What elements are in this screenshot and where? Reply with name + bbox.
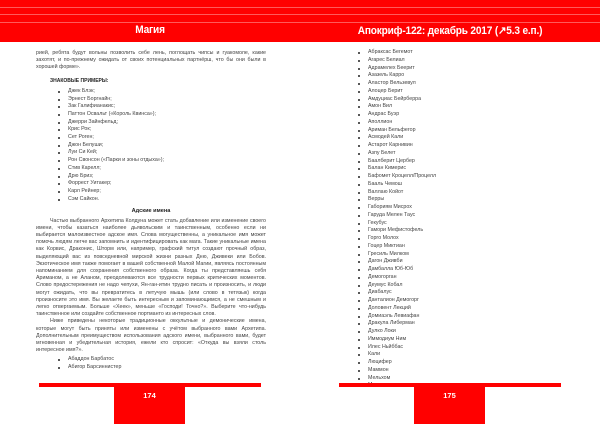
names-list [58, 356, 266, 371]
list-item: Люцифер [358, 359, 538, 367]
list-item: Гамори Мефистофель [358, 227, 538, 235]
body-paragraph: Ниже приведены некоторые традиционные оккультные и демонические имена, которые могут быть приняты или изменены с учётом выбранного вами Архетипа. Дополнительным преимуществом использования адского имени, выбранного вами, будет мгновенная и убедительная история, ежели кто спросит: «Откуда вы взяли столь интересное имя?». [36, 318, 266, 354]
list-item: Кали [358, 351, 538, 359]
list-item: Валлаю Койот [358, 189, 538, 197]
left-header-band [0, 0, 300, 42]
right-page [300, 0, 600, 424]
footer-tab [414, 387, 485, 424]
header-stripe [300, 14, 600, 15]
list-item: Джон Белуши; [58, 142, 266, 150]
section-title: Адские имена [131, 208, 171, 215]
list-item: Джек Блэк; [58, 88, 266, 96]
list-item: Астарот Карнивин [358, 142, 538, 150]
list-item: Абигор Барсиннистер [58, 364, 266, 372]
header-stripe [300, 7, 600, 8]
list-item: Луи Си Кей; [58, 149, 266, 157]
list-item: Диабалус [358, 289, 538, 297]
list-item: Эрнест Боргнайн; [58, 96, 266, 104]
right-header-title: Апокриф-122: декабрь 2017 (↗5.3 е.п.) [357, 25, 543, 37]
header-stripe [0, 14, 300, 15]
list-item: Аполлион [358, 119, 538, 127]
list-item: Рон Свонсон («Парки и зоны отдыха»); [58, 157, 266, 165]
list-item: Абаддон Барбатос [58, 356, 266, 364]
list-item: Асмодей Кали [358, 134, 538, 142]
names-list [358, 49, 538, 390]
list-item: Алоцер Берит [358, 88, 538, 96]
page-number: 174 [143, 391, 156, 400]
list-item: Адрамелех Беерит [358, 65, 538, 73]
list-item: Агарес Белиал [358, 57, 538, 65]
list-item: Гресиль Милком [358, 251, 538, 259]
examples-list [58, 88, 266, 204]
header-stripe [0, 7, 300, 8]
list-item: Иммодиум Ним [358, 336, 538, 344]
list-item: Аластор Вельзевул [358, 80, 538, 88]
list-item: Сет Роген; [58, 134, 266, 142]
left-header-title: Магия [135, 24, 165, 36]
list-item: Доловент Лекций [358, 305, 538, 313]
list-item: Крис Рок; [58, 126, 266, 134]
right-page-content [358, 49, 538, 390]
list-item: Гаруда Мелен Таус [358, 212, 538, 220]
list-item: Габориям Мисрох [358, 204, 538, 212]
list-item: Дулко Локи [358, 328, 538, 336]
list-item: Форрест Уитакер; [58, 180, 266, 188]
page-number: 175 [443, 391, 456, 400]
list-item: Дамбалла Юб-Юб [358, 266, 538, 274]
list-item: Горго Молох [358, 235, 538, 243]
list-item: Азпу Белет [358, 150, 538, 158]
footer-tab [114, 387, 185, 424]
list-item: Амдуциас Бейрберра [358, 96, 538, 104]
list-item: Стив Карелл; [58, 165, 266, 173]
body-paragraph: Частью выбранного Архетипа Колдуна может стать добавление или изменение своего имени, чтобы казаться наиболее дьявольским и таинственным, особенно если ни выбирается малоизвестное адское имя. Слова могущественны, а уникальное имя может помочь людям легче вас запомнить и идентифицировать как мага. Такие уникальные имена как Корвис, Драконис, Шторм или, например, графский титул создают прочный образ, выделяющий вас из повседневной мирской жизни разных Дню, Дживеки или Бобов. Экзотическое имя также помогает в вашей собственной Малой Магии, являясь постоянным напоминанием для сохранения собственного образа. Когда ты представляешь себя Ариманом, а не Аланом, преодолеваются все трудности первых критических моментов. Слово предостережения не надо чепухи, Ян-ган-итин трудно писать и произносить, и люди могут ожидать, что вы превратитесь в летучую мышь (или слово в тетязык) когда произносите это имя. Вы желаете быть интересным и запоминающимся, а не смешным и легко отвергаемым. Больше «Хеек», меньше «Господи! Точно?». Выберите что-нибудь таинственное или создайте собственное портманто из интересных слов. [36, 217, 266, 318]
list-item: Гекубус [358, 220, 538, 228]
list-item: Бафомет Кроцелл/Процелл [358, 173, 538, 181]
list-item: Дракула Либерман [358, 320, 538, 328]
list-item: Мельхом [358, 375, 538, 383]
list-item: Сэм Сайкон. [58, 196, 266, 204]
list-item: Верры [358, 196, 538, 204]
list-item: Амон Вил [358, 103, 538, 111]
list-item: Паттон Освальт («Король Квинса»); [58, 111, 266, 119]
list-item: Деумус Кобал [358, 282, 538, 290]
examples-heading: ЗНАКОВЫЕ ПРИМЕРЫ: [50, 77, 109, 84]
list-item: Демогорган [358, 274, 538, 282]
list-item: Маммон [358, 367, 538, 375]
list-item: Дагон Дживби [358, 258, 538, 266]
list-item: Бааль Чемош [358, 181, 538, 189]
left-page-content [36, 50, 266, 372]
header-stripe [300, 22, 600, 23]
list-item: Андрас Буэр [358, 111, 538, 119]
list-item: Карл Рейнер; [58, 188, 266, 196]
list-item: Балан Кимерис [358, 165, 538, 173]
list-item: Дрю Бриз; [58, 173, 266, 181]
list-item: Зак Галифианакис; [58, 103, 266, 111]
intro-paragraph: рией, ребята будут вольны позволить себе лень, поглощать чипсы и гуакомоле, какие захотят, и по-прежнему ожидать от своих потенциальных партнёрш, что бы они были в хорошей форме». [36, 50, 266, 71]
list-item: Ариман Бельфегор [358, 127, 538, 135]
header-stripe [0, 22, 300, 23]
list-item: Абраксас Бегемот [358, 49, 538, 57]
list-item: Домиаэль Левиафан [358, 313, 538, 321]
list-item: Илес Ньйббас [358, 344, 538, 352]
list-item: Азазель Карро [358, 72, 538, 80]
list-item: Данталион Демогорг [358, 297, 538, 305]
right-header-band [300, 0, 600, 42]
list-item: Гоцер Миктиан [358, 243, 538, 251]
list-item: Джерри Зайнфельд; [58, 119, 266, 127]
list-item: Баалберит Цербер [358, 158, 538, 166]
